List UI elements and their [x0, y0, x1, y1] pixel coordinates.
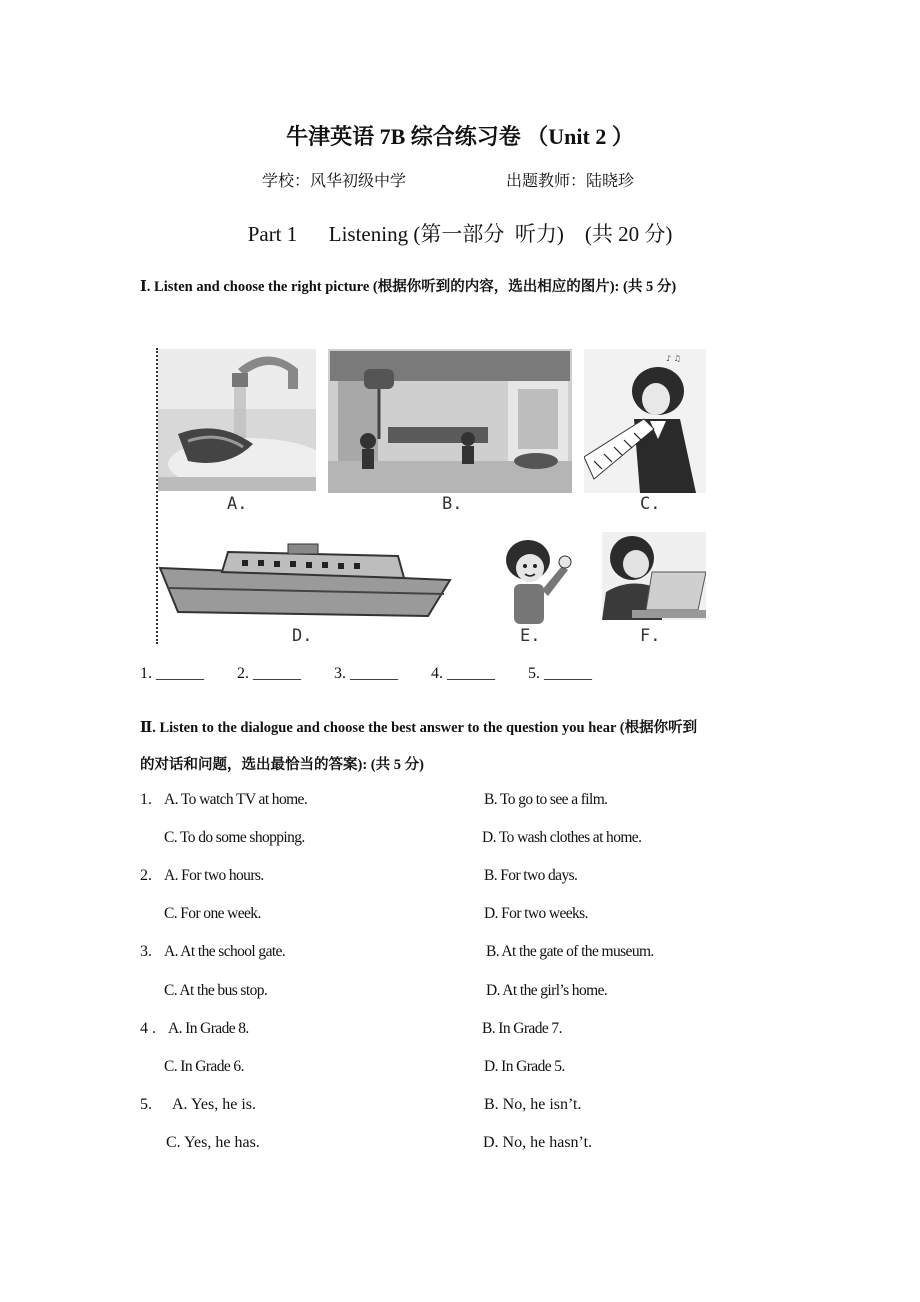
question-number: 5. [140, 1096, 152, 1113]
option-b[interactable]: B. No, he isn’t. [484, 1096, 582, 1113]
picture-label-f: F. [640, 626, 661, 646]
answer-blank-1[interactable]: 1. ______ [140, 665, 204, 682]
section1-heading: Ⅰ. Listen and choose the right picture (根据你听到的内容，选出相应的图片): (共 5 分) [140, 279, 677, 295]
option-b[interactable]: B. In Grade 7. [482, 1020, 562, 1037]
picture-label-b: B. [442, 494, 463, 514]
option-b[interactable]: B. At the gate of the museum. [486, 943, 654, 960]
question-number: 2. [140, 867, 152, 884]
boy-waving-picture [492, 536, 576, 628]
question-number: 4 . [140, 1020, 156, 1037]
answer-blank-2[interactable]: 2. ______ [237, 665, 301, 682]
girl-playing-piano-picture [584, 349, 706, 493]
option-a[interactable]: A. Yes, he is. [172, 1096, 257, 1113]
option-c[interactable]: C. In Grade 6. [164, 1058, 244, 1075]
option-a[interactable]: A. For two hours. [164, 867, 264, 884]
picture-label-c: C. [640, 494, 661, 514]
option-d[interactable]: D. At the girl’s home. [486, 982, 608, 999]
option-d[interactable]: D. To wash clothes at home. [482, 829, 642, 846]
shopping-mall-picture [328, 349, 572, 493]
picture-label-e: E. [520, 626, 541, 646]
option-a[interactable]: A. To watch TV at home. [164, 791, 308, 808]
option-a[interactable]: A. In Grade 8. [168, 1020, 249, 1037]
option-c[interactable]: C. Yes, he has. [166, 1134, 260, 1151]
option-b[interactable]: B. For two days. [484, 867, 578, 884]
option-b[interactable]: B. To go to see a film. [484, 791, 608, 808]
answer-blank-4[interactable]: 4. ______ [431, 665, 495, 682]
answer-blank-5[interactable]: 5. ______ [528, 665, 592, 682]
svg-text:♪ ♫: ♪ ♫ [666, 354, 681, 363]
girl-laptop-picture [602, 532, 706, 620]
teacher-info: 出题教师：陆晓珍 [506, 173, 635, 190]
picture-label-a: A. [227, 494, 248, 514]
option-d[interactable]: D. For two weeks. [484, 905, 588, 922]
section2-heading-line1: Ⅱ. Listen to the dialogue and choose the best answer to the question you hear (根据你听到 [140, 720, 698, 736]
part-heading: Part 1 Listening (第一部分 听力) (共 20 分) [247, 222, 673, 246]
picture-label-d: D. [292, 626, 313, 646]
option-c[interactable]: C. To do some shopping. [164, 829, 305, 846]
section2-heading-line2: 的对话和问题，选出最恰当的答案): (共 5 分) [140, 757, 424, 773]
school-info: 学校：风华初级中学 [262, 173, 407, 190]
page-title: 牛津英语 7B 综合练习卷 （Unit 2 ） [286, 124, 634, 149]
option-d[interactable]: D. In Grade 5. [484, 1058, 565, 1075]
question-number: 1. [140, 791, 152, 808]
faucet-washing-picture [158, 349, 316, 491]
option-c[interactable]: C. At the bus stop. [164, 982, 268, 999]
ship-picture [158, 542, 454, 622]
question-number: 3. [140, 943, 152, 960]
option-a[interactable]: A. At the school gate. [164, 943, 286, 960]
option-d[interactable]: D. No, he hasn’t. [483, 1134, 593, 1151]
answer-blank-3[interactable]: 3. ______ [334, 665, 398, 682]
option-c[interactable]: C. For one week. [164, 905, 261, 922]
